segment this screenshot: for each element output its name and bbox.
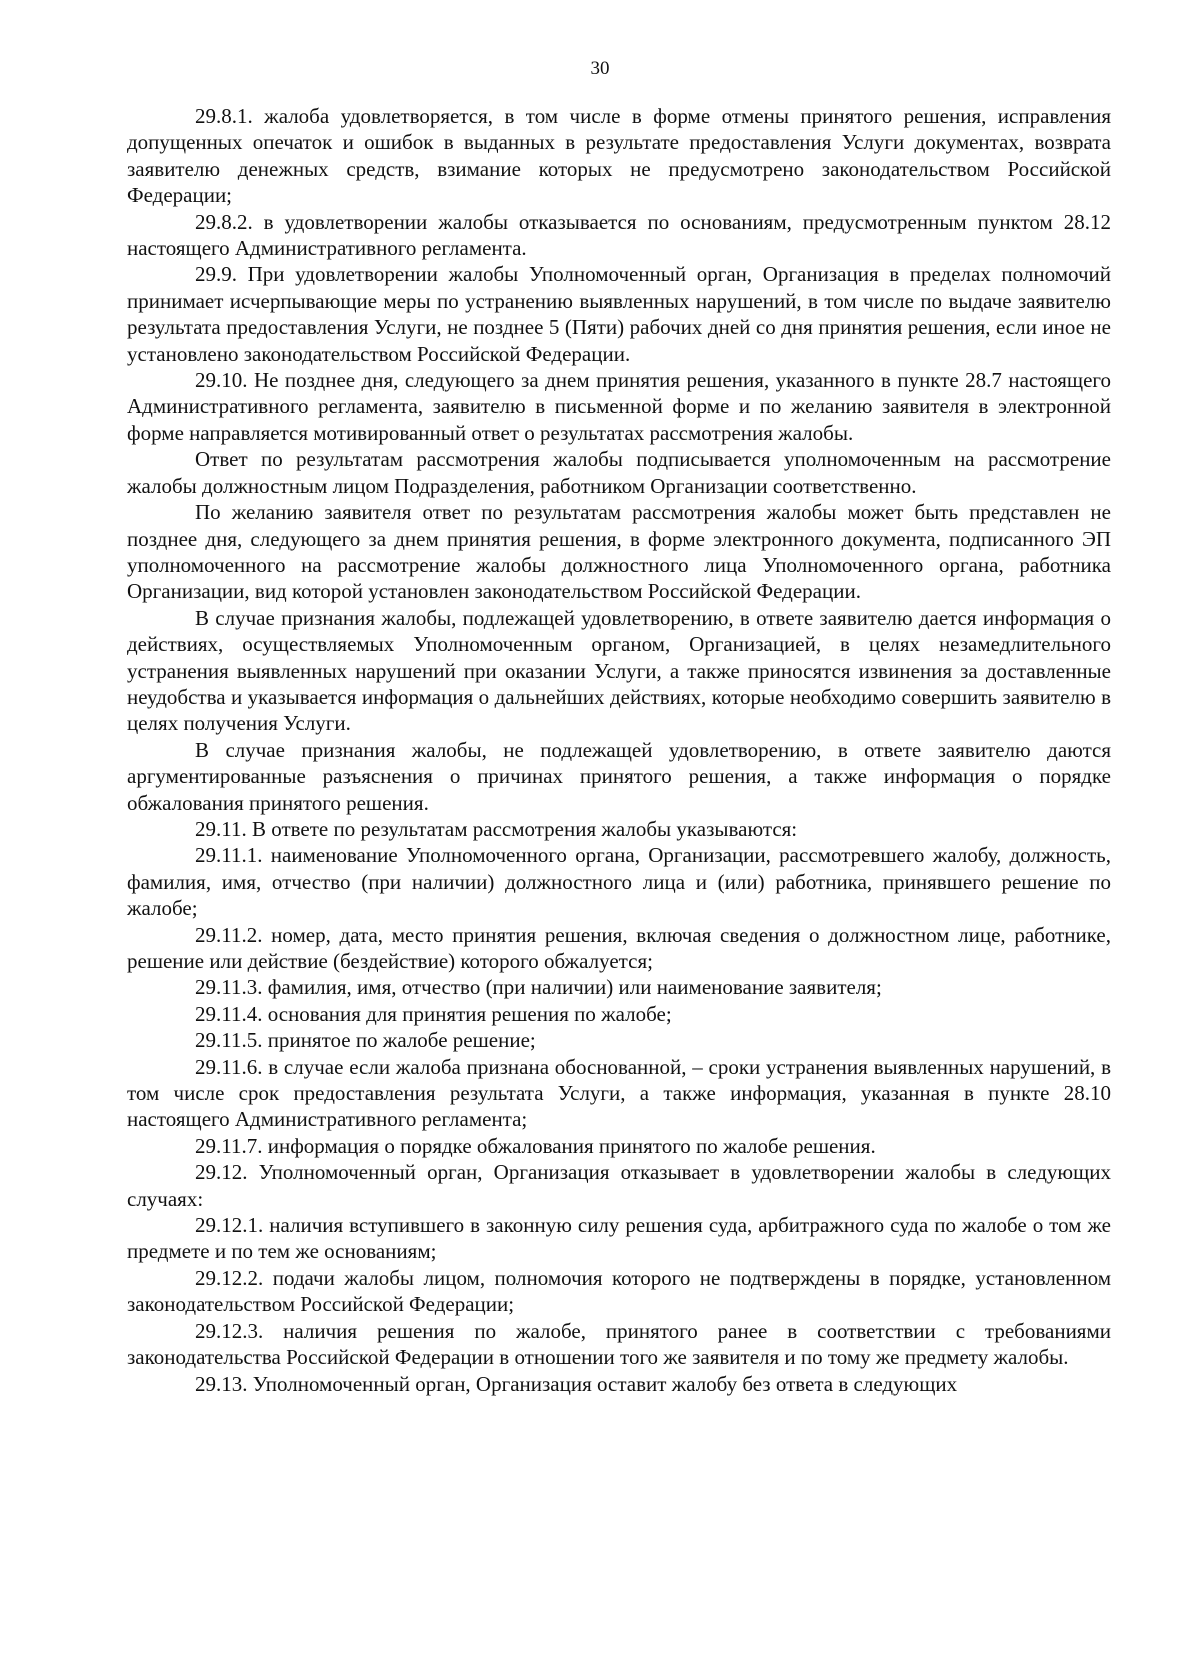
paragraph-29-11-5: 29.11.5. принятое по жалобе решение;: [195, 1028, 536, 1053]
paragraph-29-13: 29.13. Уполномоченный орган, Организация оставит жалобу без ответа в следующих: [195, 1371, 958, 1396]
paragraph-complaint-rejected: В случае признания жалобы, не подлежащей удовлетворению, в ответе заявителю даются аргументированные разъяснения о причинах принятого решения, а также информация о порядке обжалования принятого решения.: [127, 737, 1111, 815]
paragraph-29-11-4: 29.11.4. основания для принятия решения по жалобе;: [195, 1001, 672, 1026]
paragraph-complaint-satisfied: В случае признания жалобы, подлежащей удовлетворению, в ответе заявителю дается информация о действиях, осуществляемых Уполномоченным органом, Организацией, в целях незамедлительного устранения выявленных нарушений при оказании Услуги, а также приносятся извинения за доставленные неудобства и указывается информация о дальнейших действиях, которые необходимо совершить заявителю в целях получения Услуги.: [127, 605, 1111, 736]
paragraph-29-11-6: 29.11.6. в случае если жалоба признана обоснованной, – сроки устранения выявленных нарушений, в том числе срок предоставления результата Услуги, а также информация, указанная в пункте 28.10 настоящего Административного регламента;: [127, 1054, 1111, 1132]
page-number: 30: [590, 58, 610, 79]
paragraph-29-12-3: 29.12.3. наличия решения по жалобе, принятого ранее в соответствии с требованиями законодательства Российской Федерации в отношении того же заявителя и по тому же предмету жалобы.: [127, 1318, 1111, 1370]
paragraph-29-10: 29.10. Не позднее дня, следующего за днем принятия решения, указанного в пункте 28.7 настоящего Административного регламента, заявителю в письменной форме и по желанию заявителя в электронной форме направляется мотивированный ответ о результатах рассмотрения жалобы.: [127, 368, 1111, 445]
document-body: [127, 103, 1111, 1397]
paragraph-29-11: 29.11. В ответе по результатам рассмотрения жалобы указываются:: [195, 816, 798, 841]
paragraph-29-11-2: 29.11.2. номер, дата, место принятия решения, включая сведения о должностном лице, работнике, решение или действие (бездействие) которого обжалуется;: [127, 922, 1111, 973]
paragraph-29-8-1: 29.8.1. жалоба удовлетворяется, в том числе в форме отмены принятого решения, исправления допущенных опечаток и ошибок в выданных в результате предоставления Услуги документах, возврата заявителю денежных средств, взимание которых не предусмотрено законодательством Российской Федерации;: [127, 104, 1111, 208]
paragraph-29-12-1: 29.12.1. наличия вступившего в законную силу решения суда, арбитражного суда по жалобе о том же предмете и по тем же основаниям;: [127, 1213, 1111, 1264]
paragraph-29-12: 29.12. Уполномоченный орган, Организация отказывает в удовлетворении жалобы в следующих случаях:: [127, 1160, 1111, 1211]
paragraph-29-11-1: 29.11.1. наименование Уполномоченного органа, Организации, рассмотревшего жалобу, должность, фамилия, имя, отчество (при наличии) должностного лица и (или) работника, принявшего решение по жалобе;: [127, 843, 1111, 921]
paragraph-29-9: 29.9. При удовлетворении жалобы Уполномоченный орган, Организация в пределах полномочий принимает исчерпывающие меры по устранению выявленных нарушений, в том числе по выдаче заявителю результата предоставления Услуги, не позднее 5 (Пяти) рабочих дней со дня принятия решения, если иное не установлено законодательством Российской Федерации.: [127, 262, 1111, 366]
paragraph-answer-signature: Ответ по результатам рассмотрения жалобы подписывается уполномоченным на рассмотрение жалобы должностным лицом Подразделения, работником Организации соответственно.: [127, 447, 1111, 498]
paragraph-29-11-7: 29.11.7. информация о порядке обжалования принятого по жалобе решения.: [195, 1133, 876, 1158]
paragraph-29-12-2: 29.12.2. подачи жалобы лицом, полномочия которого не подтверждены в порядке, установленном законодательством Российской Федерации;: [127, 1265, 1111, 1317]
paragraph-29-11-3: 29.11.3. фамилия, имя, отчество (при наличии) или наименование заявителя;: [195, 975, 882, 1000]
paragraph-29-8-2: 29.8.2. в удовлетворении жалобы отказывается по основаниям, предусмотренным пунктом 28.12 настоящего Административного регламента.: [127, 209, 1111, 261]
paragraph-electronic-answer: По желанию заявителя ответ по результатам рассмотрения жалобы может быть представлен не позднее дня, следующего за днем принятия решения, в форме электронного документа, подписанного ЭП уполномоченного на рассмотрение жалобы должностного лица Уполномоченного органа, работника Организации, вид которой установлен законодательством Российской Федерации.: [127, 500, 1111, 604]
